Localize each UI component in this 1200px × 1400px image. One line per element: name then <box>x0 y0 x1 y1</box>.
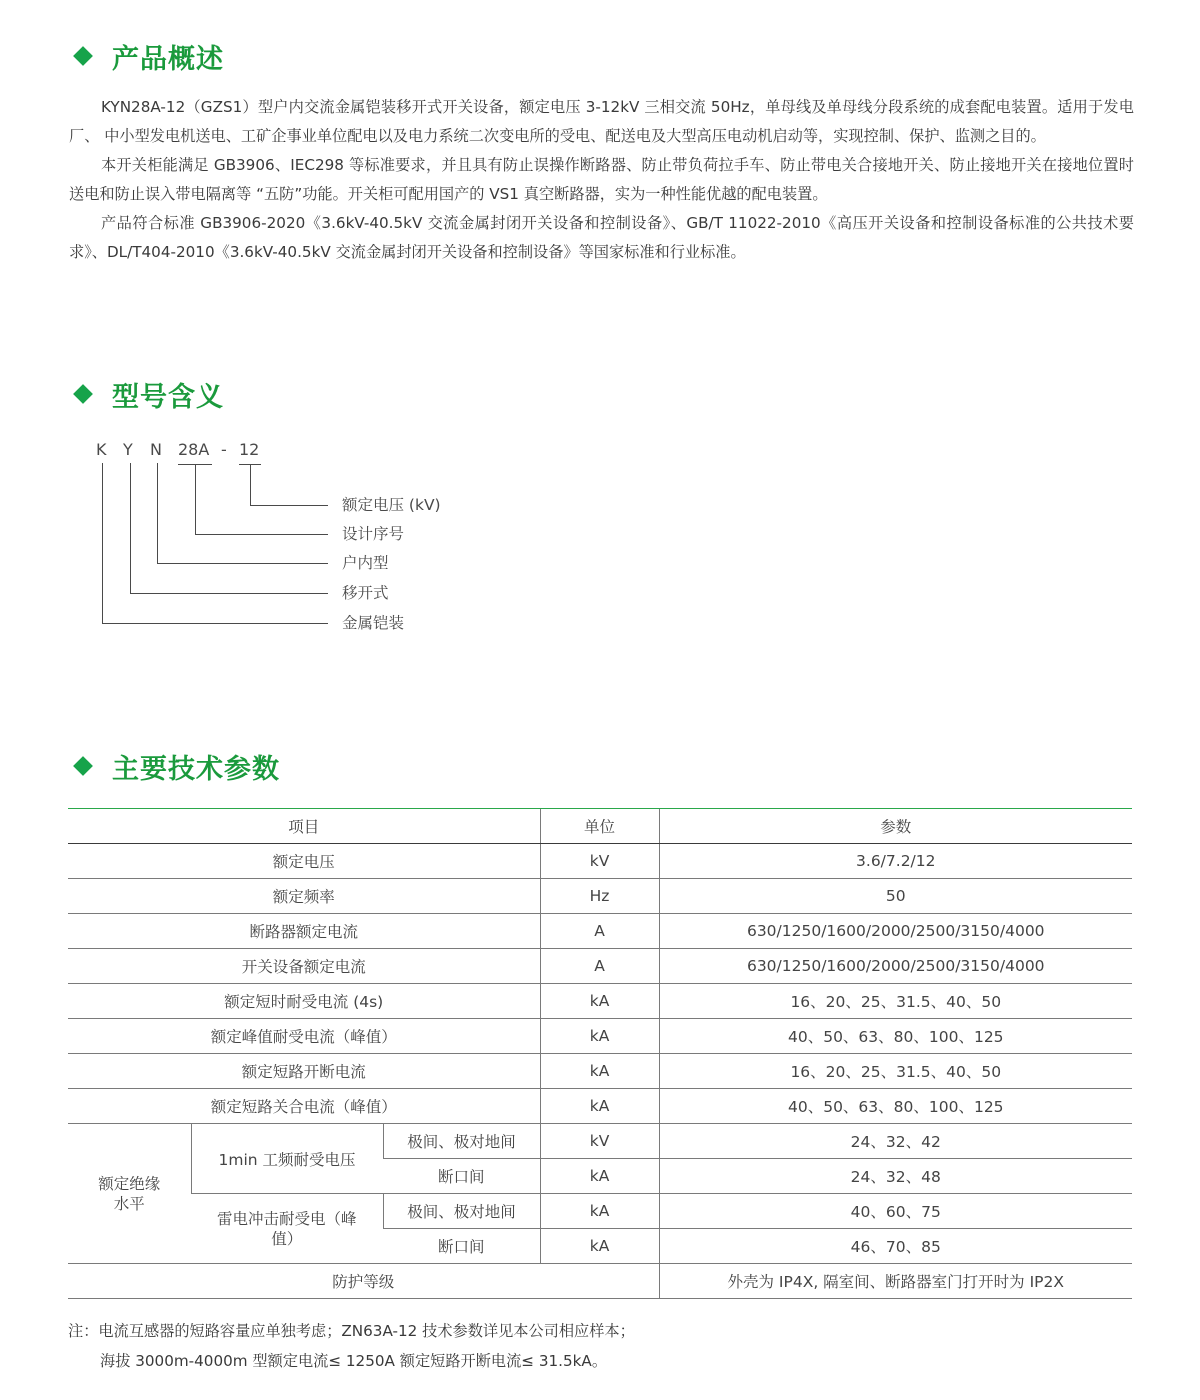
group-name-text: 雷电冲击耐受电（峰值） <box>216 1209 357 1248</box>
parameter-table <box>68 808 1132 1299</box>
model-dash: - <box>221 440 227 459</box>
connector-line <box>250 464 251 505</box>
cell-value: 40、50、63、80、100、125 <box>659 1089 1132 1124</box>
diamond-bullet-icon <box>73 756 93 776</box>
cell-value: 40、60、75 <box>659 1194 1132 1229</box>
cell-item: 额定峰值耐受电流（峰值） <box>68 1019 540 1054</box>
cell-unit: kA <box>540 1159 659 1194</box>
cell-unit: kV <box>540 844 659 879</box>
cell-sub-item: 断口间 <box>383 1159 540 1194</box>
model-letter-k: K <box>96 440 107 459</box>
cell-unit: Hz <box>540 879 659 914</box>
cell-unit: kA <box>540 1019 659 1054</box>
cell-value: 16、20、25、31.5、40、50 <box>659 1054 1132 1089</box>
cell-item: 断路器额定电流 <box>68 914 540 949</box>
connector-line <box>250 505 328 506</box>
table-row <box>68 1089 1132 1124</box>
cell-item: 额定短路开断电流 <box>68 1054 540 1089</box>
table-row <box>68 1019 1132 1054</box>
column-header: 项目 <box>68 809 540 844</box>
paragraph: KYN28A-12（GZS1）型户内交流金属铠装移开式开关设备，额定电压 3-12kV 三相交流 50Hz，单母线及单母线分段系统的成套配电装置。适用于发电厂、 中小型发电机送电、工矿企事业单位配电以及电力系统二次变电所的受电、配送电及大型高压电动机启动等，实现控制、保护、监测之目的。 <box>69 98 1134 145</box>
meaning-metal-clad: 金属铠装 <box>342 614 405 632</box>
cell-unit: kA <box>540 1194 659 1229</box>
table-row <box>68 1124 1132 1159</box>
table-row <box>68 1194 1132 1229</box>
table-row <box>68 914 1132 949</box>
section-title-text: 主要技术参数 <box>112 753 280 785</box>
cell-unit: A <box>540 914 659 949</box>
cell-value: 外壳为 IP4X, 隔室间、断路器室门打开时为 IP2X <box>659 1264 1132 1299</box>
cell-item: 防护等级 <box>68 1264 659 1299</box>
cell-group-name: 1min 工频耐受电压 <box>191 1124 383 1194</box>
cell-sub-item: 极间、极对地间 <box>383 1124 540 1159</box>
cell-value: 50 <box>659 879 1132 914</box>
section-title-overview <box>72 36 224 76</box>
cell-unit: kA <box>540 1054 659 1089</box>
cell-unit: kA <box>540 984 659 1019</box>
model-letter-n: N <box>150 440 162 459</box>
cell-item: 额定短路关合电流（峰值） <box>68 1089 540 1124</box>
footnote: 注：电流互感器的短路容量应单独考虑；ZN63A-12 技术参数详见本公司相应样本； <box>68 1322 635 1340</box>
cell-sub-item: 极间、极对地间 <box>383 1194 540 1229</box>
cell-value: 3.6/7.2/12 <box>659 844 1132 879</box>
cell-sub-item: 断口间 <box>383 1229 540 1264</box>
cell-insulation-label <box>68 1124 191 1264</box>
connector-line <box>239 464 261 465</box>
section-title-text: 型号含义 <box>112 381 224 413</box>
cell-unit: kA <box>540 1089 659 1124</box>
connector-line <box>195 534 328 535</box>
cell-value: 630/1250/1600/2000/2500/3150/4000 <box>659 914 1132 949</box>
paragraph: 本开关柜能满足 GB3906、IEC298 等标准要求，并且具有防止误操作断路器、防止带负荷拉手车、防止带电关合接地开关、防止接地开关在接地位置时送电和防止误入带电隔离等 “五防”功能。开关柜可配用国产的 VS1 真空断路器，实为一种性能优越的配电装置。 <box>69 156 1134 203</box>
column-header: 单位 <box>540 809 659 844</box>
cell-value: 46、70、85 <box>659 1229 1132 1264</box>
section-title-params <box>72 746 280 786</box>
section-title-text: 产品概述 <box>112 43 224 75</box>
meaning-voltage: 额定电压 (kV) <box>342 496 441 514</box>
footnote: 海拔 3000m-4000m 型额定电流≤ 1250A 额定短路开断电流≤ 31.5kA。 <box>100 1352 608 1370</box>
cell-value: 24、32、42 <box>659 1124 1132 1159</box>
diamond-bullet-icon <box>73 46 93 66</box>
connector-line <box>130 593 328 594</box>
paragraph: 产品符合标准 GB3906-2020《3.6kV-40.5kV 交流金属封闭开关设备和控制设备》、GB/T 11022-2010《高压开关设备和控制设备标准的公共技术要求》、DL/T404-2010《3.6kV-40.5kV 交流金属封闭开关设备和控制设备》等国家标准和行业标准。 <box>69 214 1134 261</box>
cell-value: 630/1250/1600/2000/2500/3150/4000 <box>659 949 1132 984</box>
connector-line <box>157 563 328 564</box>
cell-item: 额定电压 <box>68 844 540 879</box>
section-title-model <box>72 374 224 414</box>
column-header: 参数 <box>659 809 1132 844</box>
model-design-number: 28A <box>178 440 210 459</box>
meaning-indoor: 户内型 <box>342 554 389 572</box>
cell-group-name <box>191 1194 383 1264</box>
meaning-withdrawable: 移开式 <box>342 584 389 602</box>
cell-value: 24、32、48 <box>659 1159 1132 1194</box>
cell-value: 40、50、63、80、100、125 <box>659 1019 1132 1054</box>
model-voltage: 12 <box>239 440 260 459</box>
cell-item: 开关设备额定电流 <box>68 949 540 984</box>
table-row <box>68 1054 1132 1089</box>
table-row <box>68 984 1132 1019</box>
overview-text <box>69 93 1134 267</box>
cell-item: 额定短时耐受电流 (4s) <box>68 984 540 1019</box>
model-letter-y: Y <box>123 440 133 459</box>
meaning-design-number: 设计序号 <box>342 525 405 543</box>
cell-value: 16、20、25、31.5、40、50 <box>659 984 1132 1019</box>
connector-line <box>102 623 328 624</box>
table-row <box>68 1264 1132 1299</box>
diamond-bullet-icon <box>73 384 93 404</box>
cell-unit: A <box>540 949 659 984</box>
connector-line <box>195 464 196 534</box>
connector-line <box>102 463 103 623</box>
connector-line <box>130 463 131 593</box>
table-header-row <box>68 809 1132 844</box>
cell-unit: kV <box>540 1124 659 1159</box>
table-row <box>68 949 1132 984</box>
connector-line <box>157 463 158 563</box>
cell-unit: kA <box>540 1229 659 1264</box>
table-row <box>68 879 1132 914</box>
cell-item: 额定频率 <box>68 879 540 914</box>
table-row <box>68 844 1132 879</box>
insulation-label-text: 额定绝缘水平 <box>98 1174 161 1213</box>
connector-line <box>178 464 212 465</box>
